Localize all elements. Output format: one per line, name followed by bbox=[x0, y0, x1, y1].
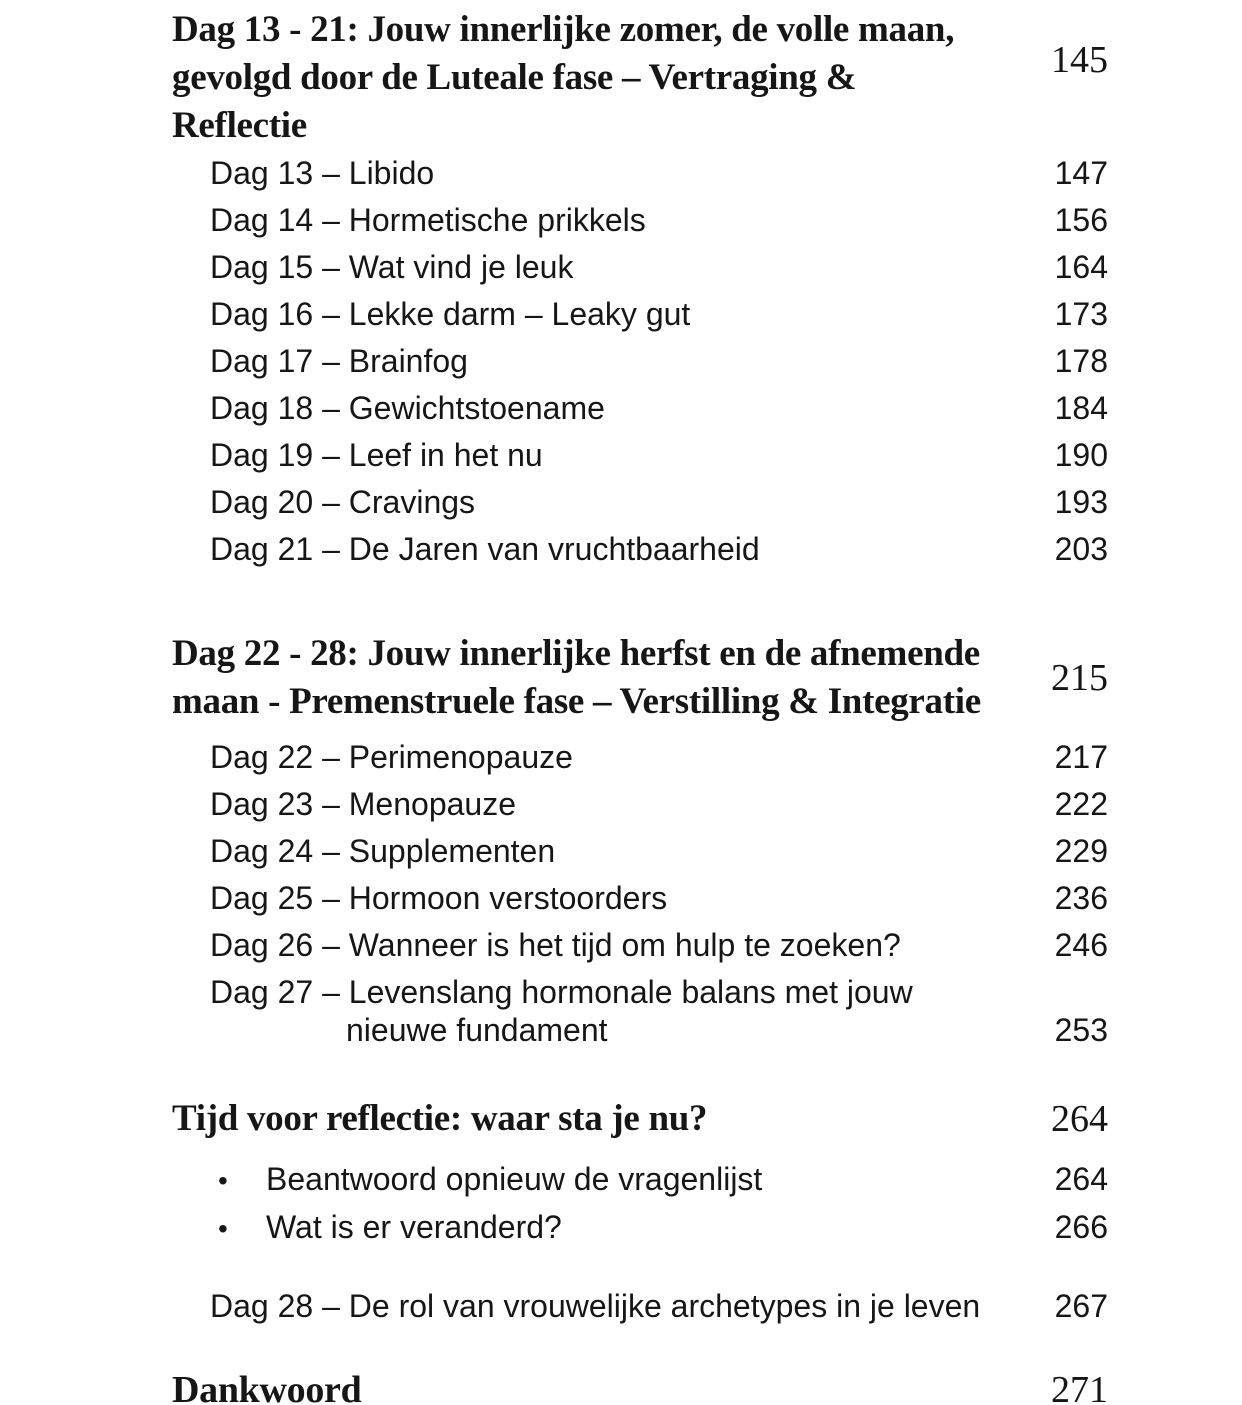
entry-label: Beantwoord opnieuw de vragenlijst bbox=[266, 1161, 763, 1197]
toc-entry-dag27 bbox=[210, 969, 1108, 1049]
entry-label: Dag 22 – Perimenopauze bbox=[210, 739, 573, 775]
section-title-line: Tijd voor reflectie: waar sta je nu? bbox=[172, 1098, 708, 1139]
toc-entry bbox=[210, 734, 1108, 781]
toc-entry bbox=[210, 291, 1108, 338]
entry-page-number: 236 bbox=[1054, 880, 1108, 916]
section-entries bbox=[172, 734, 1108, 1049]
entry-label: Dag 24 – Supplementen bbox=[210, 833, 556, 869]
toc-entry bbox=[210, 922, 1108, 969]
entry-page-number: 156 bbox=[1054, 202, 1108, 238]
entry-label: Dag 21 – De Jaren van vruchtbaarheid bbox=[210, 531, 760, 567]
entry-label: Dag 20 – Cravings bbox=[210, 484, 476, 520]
entry-page-number: 190 bbox=[1054, 437, 1108, 473]
entry-label bbox=[210, 973, 1008, 1049]
entry-label: Dag 16 – Lekke darm – Leaky gut bbox=[210, 296, 691, 332]
reflection-bullet-list bbox=[172, 1156, 1108, 1252]
toc-entry bbox=[210, 432, 1108, 479]
entry-label: Dag 23 – Menopauze bbox=[210, 786, 516, 822]
section-title bbox=[172, 1095, 1008, 1143]
toc-section-dag22-28 bbox=[172, 630, 1108, 1049]
entry-page-number: 253 bbox=[1054, 1012, 1108, 1048]
section-page-number: 271 bbox=[1051, 1369, 1108, 1405]
entry-page-number: 184 bbox=[1054, 390, 1108, 426]
toc-section-dankwoord bbox=[172, 1370, 1108, 1405]
section-heading-row bbox=[172, 630, 1108, 726]
section-heading-row bbox=[172, 1095, 1108, 1143]
entry-label: Dag 26 – Wanneer is het tijd om hulp te zoeken? bbox=[210, 927, 901, 963]
toc-bullet-entry bbox=[218, 1204, 1108, 1252]
toc-entry bbox=[210, 150, 1108, 197]
entry-page-number: 266 bbox=[1054, 1209, 1108, 1245]
entry-page-number: 173 bbox=[1054, 296, 1108, 332]
section-title: Dankwoord bbox=[172, 1369, 362, 1405]
entry-label: Wat is er veranderd? bbox=[266, 1209, 562, 1245]
toc-bullet-entry bbox=[218, 1156, 1108, 1204]
entry-page-number: 246 bbox=[1054, 927, 1108, 963]
entry-label: Dag 17 – Brainfog bbox=[210, 343, 468, 379]
section-title-line: Dag 13 - 21: Jouw innerlijke zomer, de volle maan, bbox=[172, 9, 955, 50]
entry-page-number: 147 bbox=[1054, 155, 1108, 191]
toc-entry-dag28 bbox=[172, 1283, 1108, 1330]
toc-entry bbox=[210, 875, 1108, 922]
entry-label: Dag 18 – Gewichtstoename bbox=[210, 390, 605, 426]
entry-page-number: 164 bbox=[1054, 249, 1108, 285]
section-page-number: 145 bbox=[1051, 39, 1108, 81]
section-title bbox=[172, 6, 1008, 150]
toc-entry bbox=[210, 244, 1108, 291]
bullet-icon: • bbox=[218, 1213, 228, 1244]
section-title-line: Reflectie bbox=[172, 105, 307, 146]
toc-entry bbox=[210, 479, 1108, 526]
section-entries bbox=[172, 150, 1108, 573]
section-heading-row bbox=[172, 6, 1108, 150]
entry-page-number: 217 bbox=[1054, 739, 1108, 775]
entry-page-number: 222 bbox=[1054, 786, 1108, 822]
entry-label: Dag 19 – Leef in het nu bbox=[210, 437, 543, 473]
entry-page-number: 193 bbox=[1054, 484, 1108, 520]
entry-page-number: 203 bbox=[1054, 531, 1108, 567]
entry-page-number: 178 bbox=[1054, 343, 1108, 379]
entry-label: Dag 25 – Hormoon verstoorders bbox=[210, 880, 668, 916]
entry-page-number: 267 bbox=[1054, 1288, 1108, 1324]
entry-label: Dag 13 – Libido bbox=[210, 155, 435, 191]
section-title bbox=[172, 630, 1008, 726]
toc-entry bbox=[210, 828, 1108, 875]
entry-label: Dag 15 – Wat vind je leuk bbox=[210, 249, 574, 285]
entry-label: Dag 28 – De rol van vrouwelijke archetypes in je leven bbox=[210, 1288, 981, 1324]
entry-page-number: 264 bbox=[1054, 1161, 1108, 1197]
entry-page-number: 229 bbox=[1054, 833, 1108, 869]
toc-entry bbox=[210, 385, 1108, 432]
toc-entry bbox=[210, 197, 1108, 244]
bullet-icon: • bbox=[218, 1165, 228, 1196]
toc-entry bbox=[210, 526, 1108, 573]
section-title-line: Dag 22 - 28: Jouw innerlijke herfst en de afnemende bbox=[172, 633, 980, 674]
toc-entry bbox=[210, 338, 1108, 385]
section-title-line: maan - Premenstruele fase – Verstilling & Integratie bbox=[172, 681, 981, 722]
section-title-line: gevolgd door de Luteale fase – Vertraging & bbox=[172, 57, 857, 98]
section-page-number: 264 bbox=[1051, 1098, 1108, 1140]
entry-label-line2: nieuwe fundament bbox=[346, 1012, 608, 1048]
entry-label-line1: Dag 27 – Levenslang hormonale balans met jouw bbox=[210, 974, 913, 1010]
toc-section-dag13-21 bbox=[172, 6, 1108, 573]
toc-section-reflectie bbox=[172, 1095, 1108, 1252]
section-page-number: 215 bbox=[1051, 657, 1108, 699]
toc-entry bbox=[210, 781, 1108, 828]
entry-label: Dag 14 – Hormetische prikkels bbox=[210, 202, 646, 238]
